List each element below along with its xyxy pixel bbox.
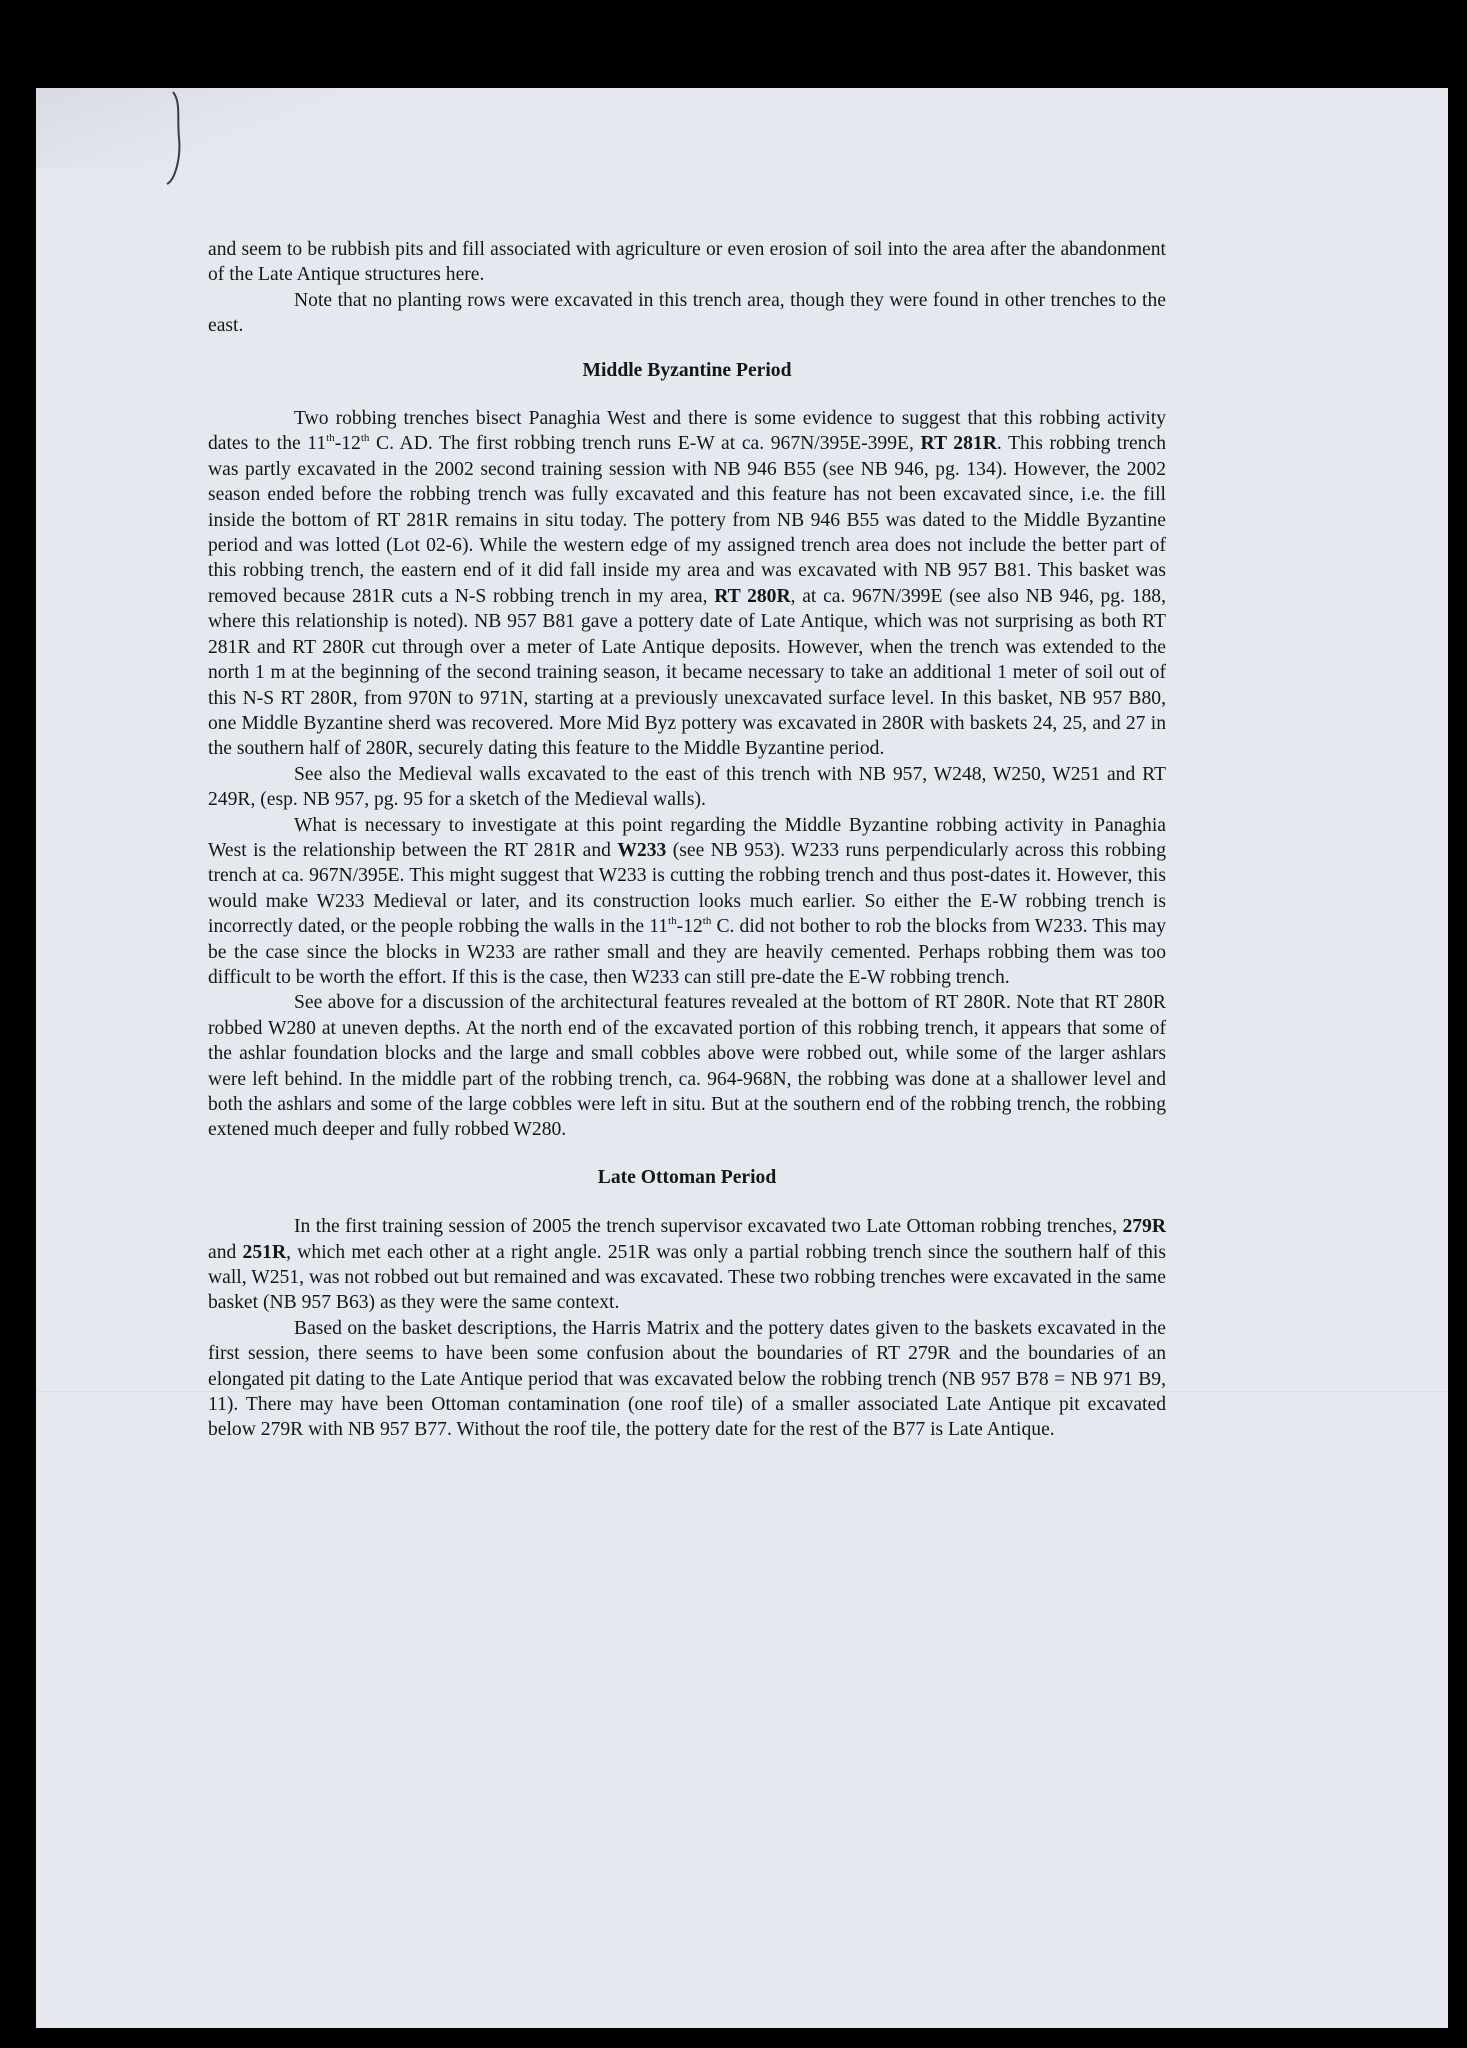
bold-term: RT 280R: [714, 585, 791, 607]
text-run: Two robbing trenches bisect Panaghia West and there is some evidence to suggest that this robbing activity dates to the 11: [208, 408, 1166, 455]
bold-term: W233: [617, 839, 667, 861]
superscript: th: [702, 915, 712, 928]
text-run: C. AD. The first robbing trench runs E-W at ca. 967N/395E-399E,: [369, 433, 921, 455]
text-run: -12: [676, 916, 703, 938]
bold-term: 279R: [1122, 1216, 1166, 1238]
superscript: th: [668, 915, 677, 928]
document-body: [208, 237, 1166, 1443]
text-run: (see NB 953). W233 runs perpendicularly across this robbing trench at ca. 967N/395E. This might suggest that W233 is cutting the robbing trench and thus post-dates it. However, this would make W233 Medieval or later, and its construction looks much earlier. So either the E-W robbing trench is incorrectly dated, or the people robbing the walls in the 11: [208, 839, 1166, 938]
section-heading-late-ottoman: Late Ottoman Period: [597, 1166, 777, 1188]
superscript: th: [360, 432, 370, 445]
staple-mark: [153, 88, 193, 228]
intro-paragraph-2: Note that no planting rows were excavated in this trench area, though they were found in other trenches to the east.: [208, 289, 1166, 337]
late-ottoman-paragraph-1: [208, 1214, 1166, 1316]
bold-term: RT 281R: [920, 433, 997, 455]
text-run: , at ca. 967N/399E (see also NB 946, pg. 188, where this relationship is noted). NB 957 B81 gave a pottery date of Late Antique, which was not surprising as both RT 281R and RT 280R cut through over a meter of Late Antique deposits. However, when the trench was extended to the north 1 m at the beginning of the second training season, it became necessary to take an additional 1 meter of soil out of this N-S RT 280R, from 970N to 971N, starting at a previously unexcavated surface level. In this basket, NB 957 B80, one Middle Byzantine sherd was recovered. More Mid Byz pottery was excavated in 280R with baskets 24, 25, and 27 in the southern half of 280R, securely dating this feature to the Middle Byzantine period.: [208, 585, 1166, 760]
middle-byzantine-paragraph-1: [208, 406, 1166, 762]
late-ottoman-paragraph-2: Based on the basket descriptions, the Harris Matrix and the pottery dates given to the baskets excavated in the first session, there seems to have been some confusion about the boundaries of RT 279R and the boundaries of an elongated pit dating to the Late Antique period that was excavated below the robbing trench (NB 957 B78 = NB 971 B9, 11). There may have been Ottoman contamination (one roof tile) of a smaller associated Late Antique pit excavated below 279R with NB 957 B77. Without the roof tile, the pottery date for the rest of the B77 is Late Antique.: [208, 1317, 1166, 1441]
middle-byzantine-paragraph-4: See above for a discussion of the architectural features revealed at the bottom of RT 280R. Note that RT 280R robbed W280 at uneven depths. At the north end of the excavated portion of this robbing trench, it appears that some of the ashlar foundation blocks and the large and small cobbles above were robbed out, while some of the larger ashlars were left behind. In the middle part of the robbing trench, ca. 964-968N, the robbing was done at a shallower level and both the ashlars and some of the large cobbles were left in situ. But at the southern end of the robbing trench, the robbing extened much deeper and fully robbed W280.: [208, 992, 1166, 1141]
text-run: -12: [334, 433, 361, 455]
middle-byzantine-paragraph-2: See also the Medieval walls excavated to the east of this trench with NB 957, W248, W250, W251 and RT 249R, (esp. NB 957, pg. 95 for a sketch of the Medieval walls).: [208, 763, 1166, 811]
text-run: C. did not bother to rob the blocks from W233. This may be the case since the blocks in W233 are rather small and they are heavily cemented. Perhaps robbing them was too difficult to be worth the effort. If this is the case, then W233 can still pre-date the E-W robbing trench.: [208, 916, 1166, 988]
text-run: , which met each other at a right angle. 251R was only a partial robbing trench since the southern half of this wall, W251, was not robbed out but remained and was excavated. These two robbing trenches were excavated in the same basket (NB 957 B63) as they were the same context.: [208, 1241, 1166, 1314]
text-run: In the first training session of 2005 the trench supervisor excavated two Late Ottoman robbing trenches,: [294, 1216, 1123, 1238]
section-heading-middle-byzantine: Middle Byzantine Period: [582, 359, 792, 381]
text-run: . This robbing trench was partly excavated in the 2002 second training session with NB 946 B55 (see NB 946, pg. 134). However, the 2002 season ended before the robbing trench was fully excavated and this feature has not been excavated since, i.e. the fill inside the bottom of RT 281R remains in situ today. The pottery from NB 946 B55 was dated to the Middle Byzantine period and was lotted (Lot 02-6). While the western edge of my assigned trench area does not include the better part of this robbing trench, the eastern end of it did fall inside my area and was excavated with NB 957 B81. This basket was removed because 281R cuts a N-S robbing trench in my area,: [208, 433, 1166, 607]
intro-paragraph-1: and seem to be rubbish pits and fill associated with agriculture or even erosion of soil into the area after the abandonment of the Late Antique structures here.: [208, 239, 1166, 286]
superscript: th: [326, 432, 335, 445]
middle-byzantine-paragraph-3: [208, 813, 1166, 991]
bold-term: 251R: [242, 1241, 287, 1263]
text-run: What is necessary to investigate at this point regarding the Middle Byzantine robbing activity in Panaghia West is the relationship between the RT 281R and: [208, 814, 1166, 861]
text-run: and: [208, 1241, 243, 1263]
